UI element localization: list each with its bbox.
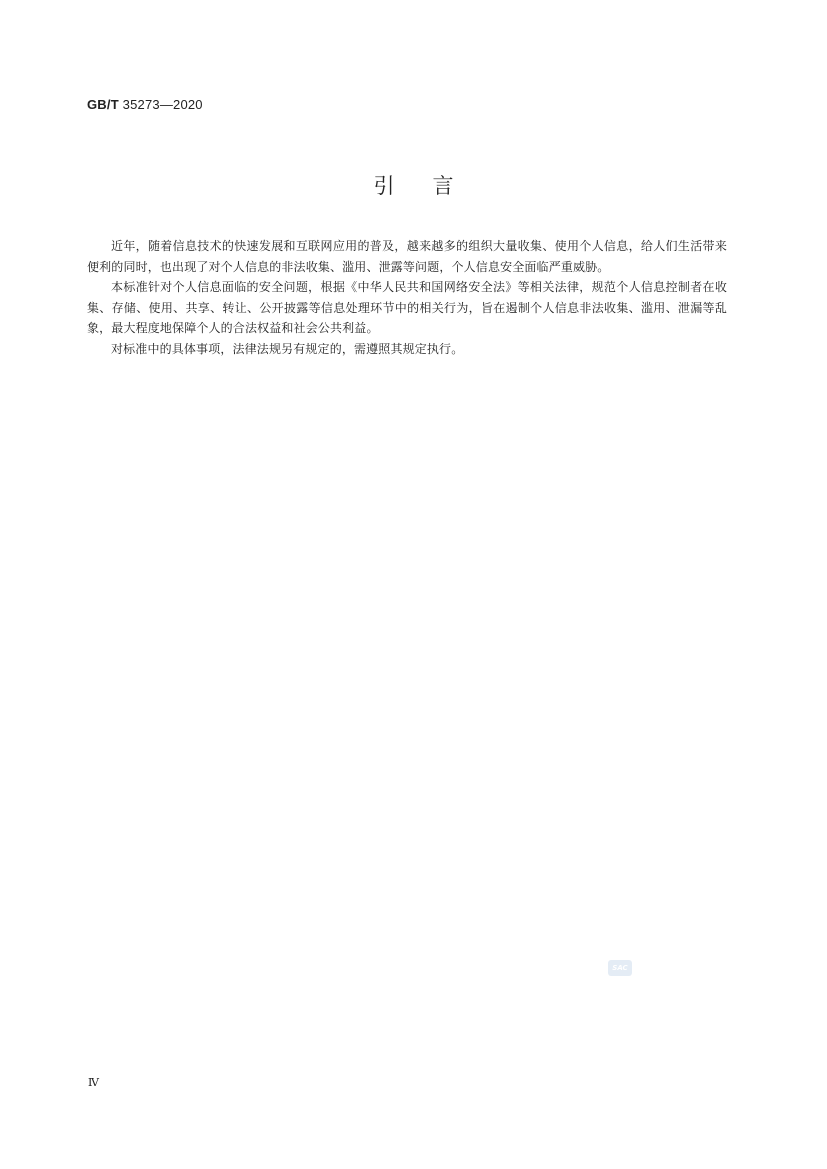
standard-code: GB/T (87, 97, 119, 112)
paragraph: 对标准中的具体事项，法律法规另有规定的，需遵照其规定执行。 (111, 341, 464, 356)
standard-number: 35273—2020 (122, 97, 203, 112)
standard-header (87, 97, 203, 112)
paragraph: 本标准针对个人信息面临的安全问题，根据《中华人民共和国网络安全法》等相关法律，规范个人信息控制者在收集、存储、使用、共享、转让、公开披露等信息处理环节中的相关行为，旨在遏制个人信息非法收集、滥用、泄漏等乱象，最大程度地保障个人的合法权益和社会公共利益。 (87, 280, 727, 335)
paragraph: 近年，随着信息技术的快速发展和互联网应用的普及，越来越多的组织大量收集、使用个人信息，给人们生活带来便利的同时，也出现了对个人信息的非法收集、滥用、泄露等问题，个人信息安全面临严重威胁。 (87, 239, 727, 274)
watermark-logo (608, 960, 632, 976)
watermark-text: SAC (612, 964, 628, 972)
page-number: Ⅳ (88, 1076, 99, 1089)
section-title: 引言 (373, 174, 492, 198)
introduction-body (87, 236, 727, 359)
